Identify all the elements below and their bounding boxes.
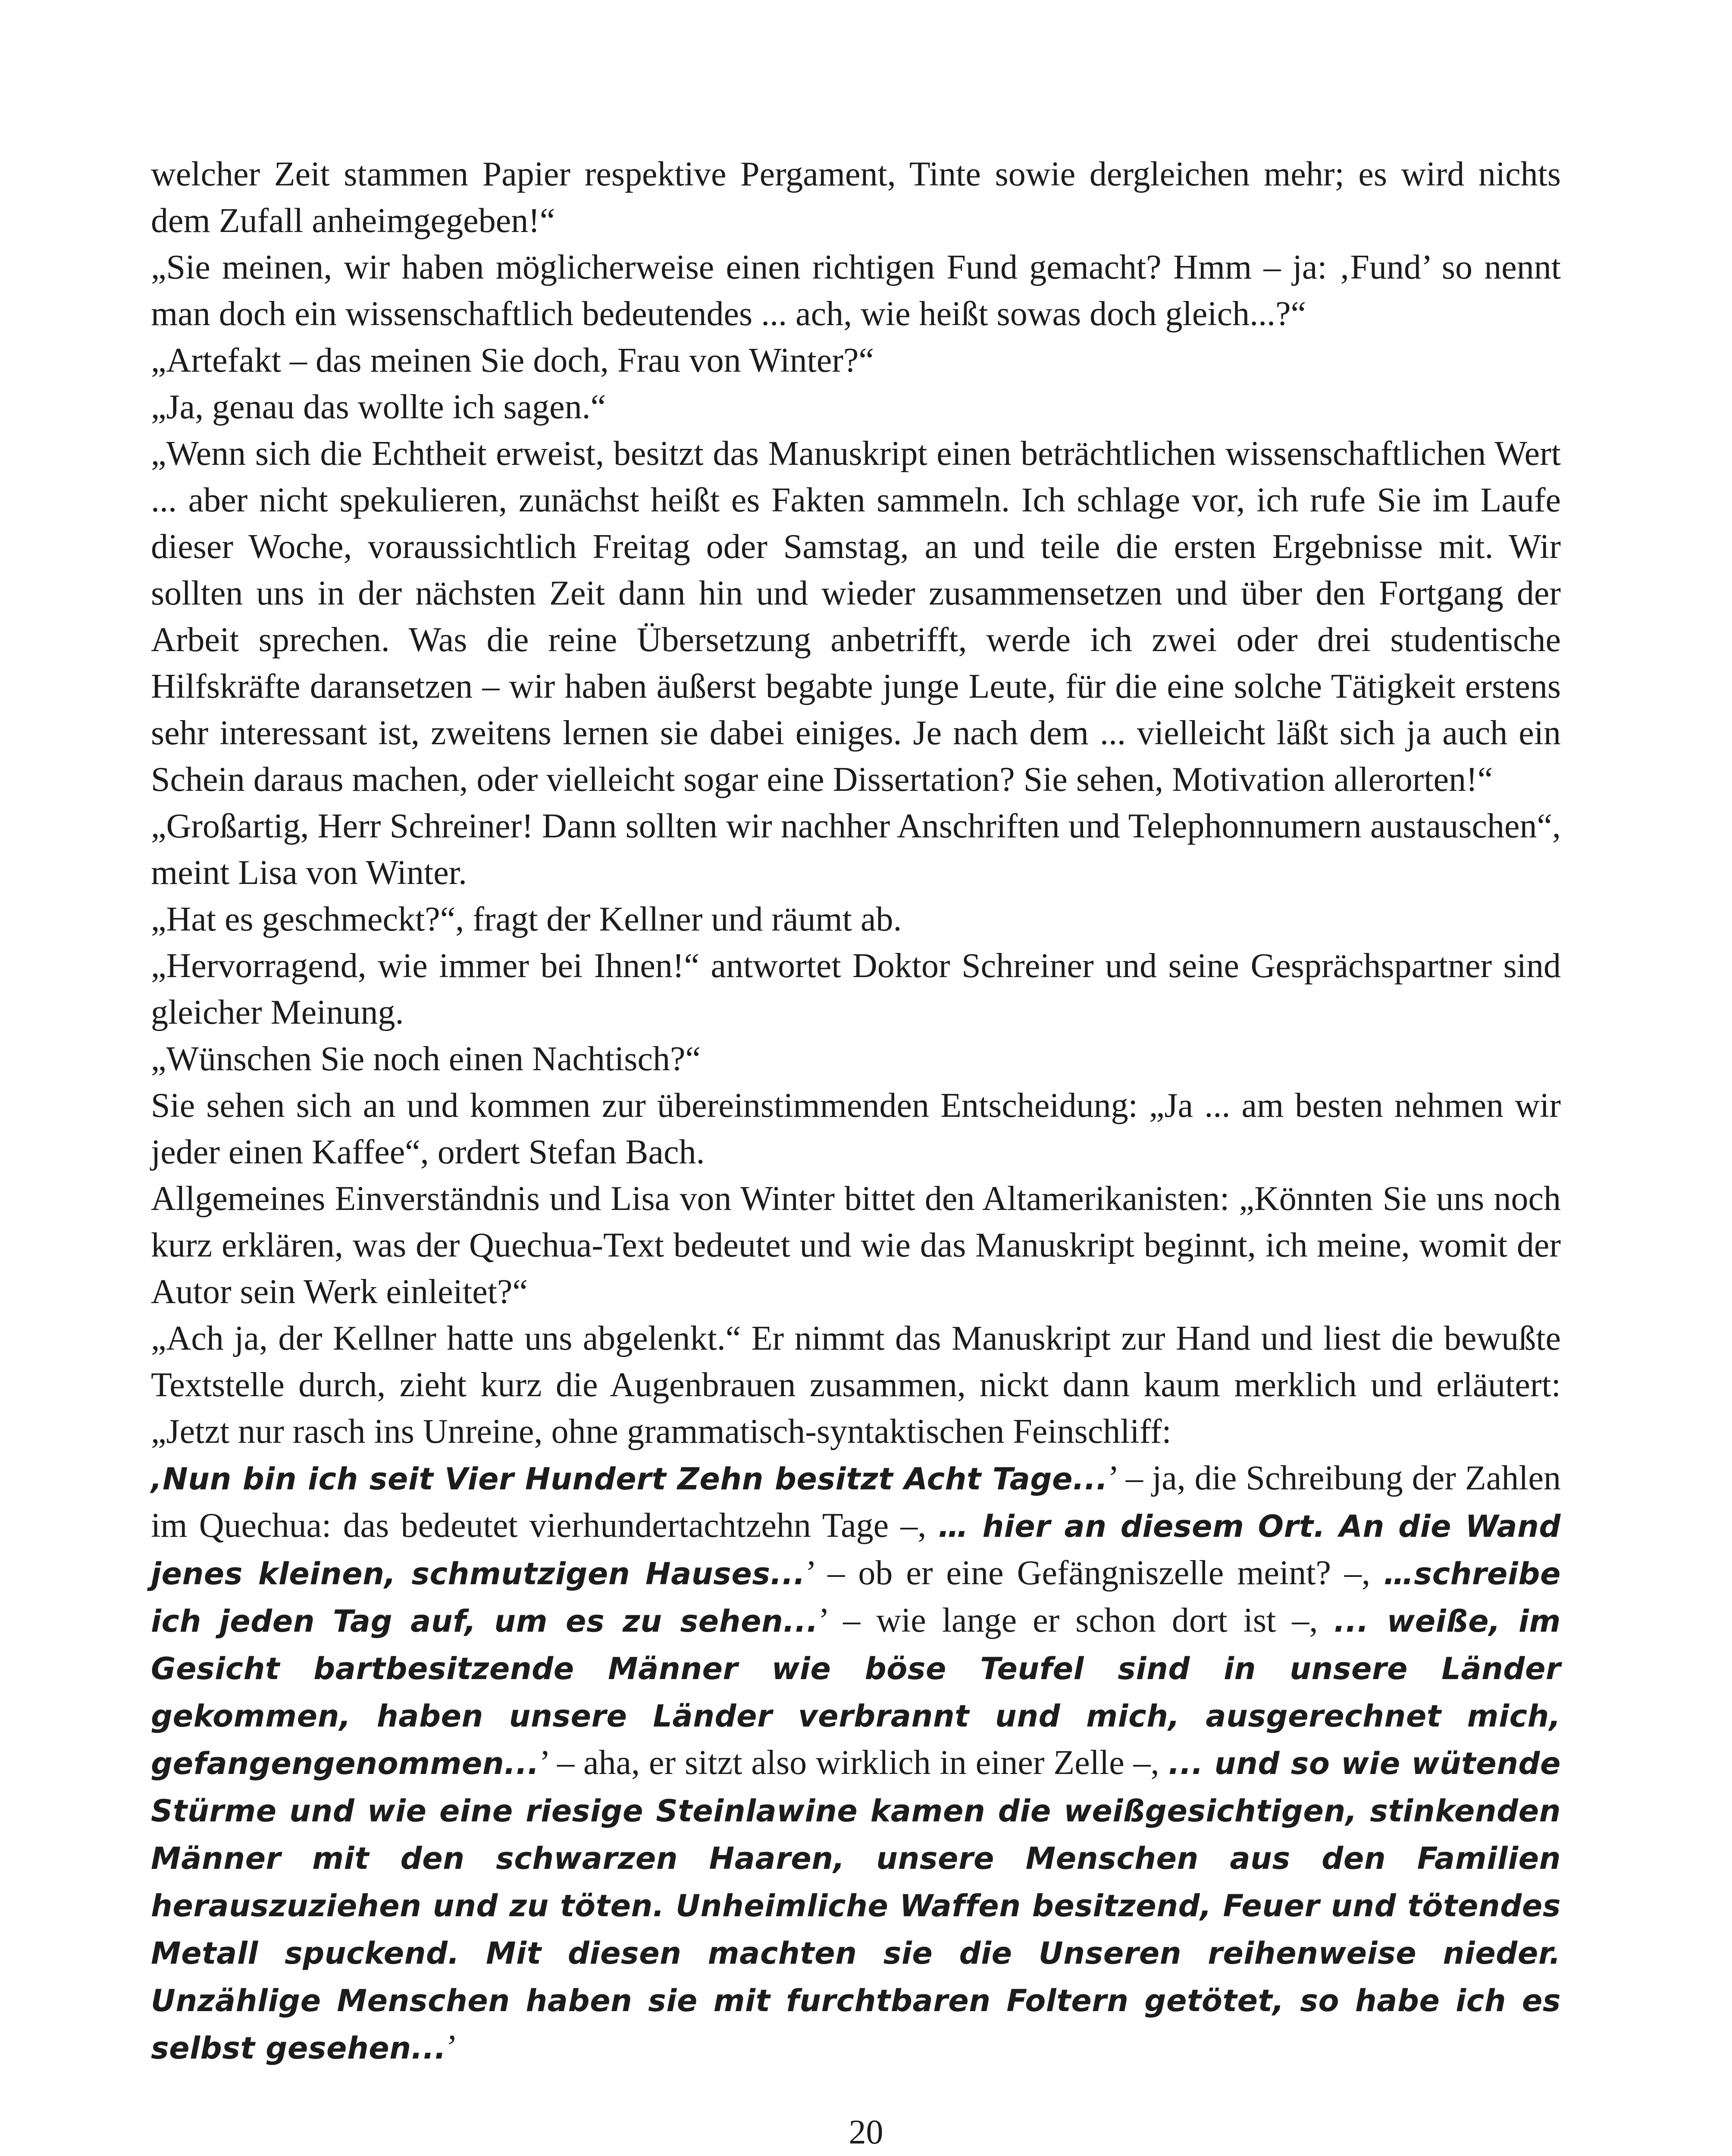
paragraph-10: Sie sehen sich an und kommen zur übereinstimmenden Entscheidung: „Ja ... am besten nehmen wir jeder einen Kaffee“, ordert Stefan Bach.: [151, 1087, 1561, 1171]
paragraph-11: Allgemeines Einverständnis und Lisa von Winter bittet den Altamerikanisten: „Könnten Sie uns noch kurz erklären, was der Quechua-Text bedeutet und wie das Manuskript beginnt, ich meine, womit der Autor sein Werk einleitet?“: [151, 1180, 1561, 1311]
commentary-2: ’ – ob er eine Gefängniszelle meint? –,: [805, 1554, 1384, 1592]
manuscript-quote-3: …schreibe ich jeden Tag auf, um es zu sehen...: [151, 1556, 1561, 1639]
manuscript-quote-1: ‚Nun bin ich seit Vier Hundert Zehn besitzt Acht Tage...: [151, 1461, 1108, 1497]
paragraph-3: „Artefakt – das meinen Sie doch, Frau von Winter?“: [151, 342, 874, 379]
manuscript-quote-2: … hier an diesem Ort. An die Wand jenes kleinen, schmutzigen Hauses...: [151, 1509, 1561, 1592]
paragraph-7: „Hat es geschmeckt?“, fragt der Kellner und räumt ab.: [151, 900, 902, 938]
paragraph-1: welcher Zeit stammen Papier respektive Pergament, Tinte sowie dergleichen mehr; es wird nichts dem Zufall anheimgegeben!“: [151, 155, 1561, 240]
commentary-3: ’ – wie lange er schon dort ist –,: [818, 1601, 1334, 1639]
page-number: 20: [849, 2113, 883, 2151]
page-body: [151, 151, 1561, 2071]
paragraph-9: „Wünschen Sie noch einen Nachtisch?“: [151, 1040, 701, 1078]
paragraph-8: „Hervorragend, wie immer bei Ihnen!“ antwortet Doktor Schreiner und seine Gesprächspartner sind gleicher Meinung.: [151, 947, 1561, 1031]
commentary-1: ’ – ja, die Schreibung der Zahlen im Quechua: das bedeutet vierhundertachtzehn Tage –,: [151, 1459, 1561, 1545]
paragraph-4: „Ja, genau das wollte ich sagen.“: [151, 388, 606, 426]
paragraph-6: „Großartig, Herr Schreiner! Dann sollten wir nachher Anschriften und Telephonnumern austauschen“, meint Lisa von Winter.: [151, 807, 1561, 892]
commentary-4: ’ – aha, er sitzt also wirklich in einer Zelle –,: [539, 1744, 1168, 1782]
paragraph-5: „Wenn sich die Echtheit erweist, besitzt das Manuskript einen beträchtlichen wissenschaftlichen Wert ... aber nicht spekulieren, zunächst heißt es Fakten sammeln. Ich schlage vor, ich rufe Sie im Laufe dieser Woche, voraussichtlich Freitag oder Samstag, an und teile die ersten Ergebnisse mit. Wir sollten uns in der nächsten Zeit dann hin und wieder zusammensetzen und über den Fortgang der Arbeit sprechen. Was die reine Übersetzung anbetrifft, werde ich zwei oder drei studentische Hilfskräfte daransetzen – wir haben äußerst begabte junge Leute, für die eine solche Tätigkeit erstens sehr interessant ist, zweitens lernen sie dabei einiges. Je nach dem ... vielleicht läßt sich ja auch ein Schein daraus machen, oder vielleicht sogar eine Dissertation? Sie sehen, Motivation allerorten!“: [151, 435, 1561, 799]
manuscript-quote-5: ... und so wie wütende Stürme und wie eine riesige Steinlawine kamen die weißgesichtigen, stinkenden Männer mit den schwarzen Haaren, unsere Menschen aus den Familien herauszuziehen und zu töten. Unheimliche Waffen besitzend, Feuer und tötendes Metall spuckend. Mit diesen machten sie die Unseren reihenweise nieder. Unzählige Menschen haben sie mit furchtbaren Foltern getötet, so habe ich es selbst gesehen...: [151, 1746, 1561, 2066]
paragraph-12: „Ach ja, der Kellner hatte uns abgelenkt.“ Er nimmt das Manuskript zur Hand und liest die bewußte Textstelle durch, zieht kurz die Augenbrauen zusammen, nickt dann kaum merklich und erläutert: „Jetzt nur rasch ins Unreine, ohne grammatisch-syntaktischen Feinschliff:: [151, 1319, 1561, 1451]
paragraph-2: „Sie meinen, wir haben möglicherweise einen richtigen Fund gemacht? Hmm – ja: ‚Fund’ so nennt man doch ein wissenschaftlich bedeutendes ... ach, wie heißt sowas doch gleich...?“: [151, 248, 1561, 333]
commentary-5: ’: [446, 2028, 458, 2066]
manuscript-quote-4: ... weiße, im Gesicht bartbesitzende Männer wie böse Teufel sind in unsere Länder gekommen, haben unsere Länder verbrannt und mich, ausgerechnet mich, gefangengenommen...: [151, 1604, 1561, 1781]
manuscript-translation: [151, 1455, 1561, 2071]
